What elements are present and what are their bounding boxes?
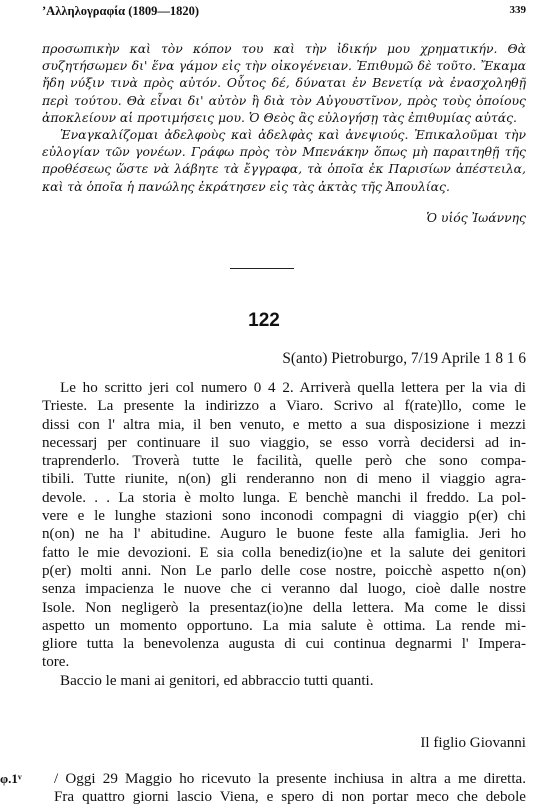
greek-signature: Ὁ υἱός Ἰωάννης xyxy=(426,210,526,225)
section-divider xyxy=(230,268,294,269)
greek-paragraph-1: προσωπικὴν καὶ τὸν κόπον του καὶ τὴν ἰδικήν μου χρηματικήν. Θὰ συζητήσωμεν δι' ἕνα γάμον εἰς τὴν οἰκογένειαν. Ἐπιθυμῶ δὲ τοῦτο. Ἔκαμα ἤδη νύξιν τινὰ πρὸς αὐτόν. Οὗτος δέ, δύναται ἐν Βενετίᾳ νὰ ἐνασχοληθῇ περὶ τούτου. Θὰ εἶναι δι' αὐτὸν ἢ διὰ τὸν Αὐγουστῖνον, πρὸς τοὺς ὁποίους ἀποκλείουν αἱ προτιμήσεις μου. Ὁ Θεὸς ἂς εὐλογήσῃ τὰς ἐπιθυμίας αὐτάς. xyxy=(42,41,526,125)
body-line: senza impacienza le nuove che ci veranno dal luogo, cioè dalle nostre xyxy=(42,581,526,598)
body-line: fatto le mie devozioni. E sia colla benediz(io)ne et la salute dei genitori xyxy=(42,544,526,561)
body-line: vere e le lunghe stazioni sono inconodi compagni di viaggio p(er) chi xyxy=(42,508,526,525)
place-date: S(anto) Pietroburgo, 7/19 Aprile 1 8 1 6 xyxy=(282,350,526,367)
body-line: devole. . . La storia è molto lunga. E benchè manchi il freddo. La pol- xyxy=(42,489,526,506)
body-line: aspetto un momento opportuno. La mia salute è ottima. La rende mi- xyxy=(42,617,526,634)
running-title: ’Αλληλογραφία (1809—1820) xyxy=(42,4,200,18)
body-line: tibili. Tutte riunite, n(on) gli renderanno non di meno il viaggio agra- xyxy=(42,471,526,488)
greek-text-block xyxy=(42,40,526,195)
italian-letter-body xyxy=(42,379,526,690)
body-line: necessarj per continuare il suo viaggio, se esso vorrà decidersi ad in- xyxy=(42,434,526,451)
postscript-block xyxy=(54,770,526,807)
running-header xyxy=(42,4,526,22)
closing-line: Baccio le mani ai genitori, ed abbraccio tutti quanti. xyxy=(60,672,374,689)
greek-paragraph-2: Ἐναγκαλίζομαι ἀδελφοὺς καὶ ἀδελφὰς καὶ ἀνεψιούς. Ἐπικαλοῦμαι τὴν εὐλογίαν τῶν γονέων. Γράφω πρὸς τὸν Μπενάκην ὅπως μὴ παραιτηθῇ τῆς προθέσεως ὥστε νὰ λάβητε τὰ ἔγγραφα, τὰ ὁποῖα ἐκ Παρισίων ἀπέστειλα, καὶ τὰ ὁποῖα ἡ πανώλης ἐκράτησεν εἰς τὰς ἀκτὰς τῆς Ἀπουλίας. xyxy=(42,127,526,194)
page-number: 339 xyxy=(509,4,526,16)
body-line: Trieste. La presente la indirizzo a Viaro. Scrivo al f(rate)llo, come le xyxy=(42,398,526,415)
body-line: n(on) ne ha l' abitudine. Auguro le buone feste alla famiglia. Jeri ho xyxy=(42,526,526,543)
body-line: traprenderlo. Troverà tutte le facilità, quelle però che sono compa- xyxy=(42,453,526,470)
folio-margin-note: φ.1ᵛ xyxy=(0,771,22,786)
body-line: p(er) molti anni. Non Le parlo delle cose nostre, poicchè aspetto n(on) xyxy=(42,562,526,579)
body-line: Isole. Non negligerò la presentaz(io)ne della lettera. Ma come le dissi xyxy=(42,599,526,616)
postscript-line: Fra quattro giorni lascio Viena, e spero di non portar meco che debole xyxy=(54,789,526,806)
body-line: tore. xyxy=(42,654,70,671)
body-line: Le ho scritto jeri col numero 0 4 2. Arriverà quella lettera per la via di xyxy=(60,380,526,396)
italian-signature: Il figlio Giovanni xyxy=(420,735,526,751)
letter-number: 122 xyxy=(248,310,280,331)
body-line: gliore tutta la benevolenza augusta di cui continua degnarmi l' Impera- xyxy=(42,636,526,653)
body-line: dissi con l' altra mia, il ben venuto, e metto a sua disposizione i mezzi xyxy=(42,416,526,433)
postscript-line: / Oggi 29 Maggio ho ricevuto la presente inchiusa in altra a me diretta. xyxy=(54,771,526,787)
